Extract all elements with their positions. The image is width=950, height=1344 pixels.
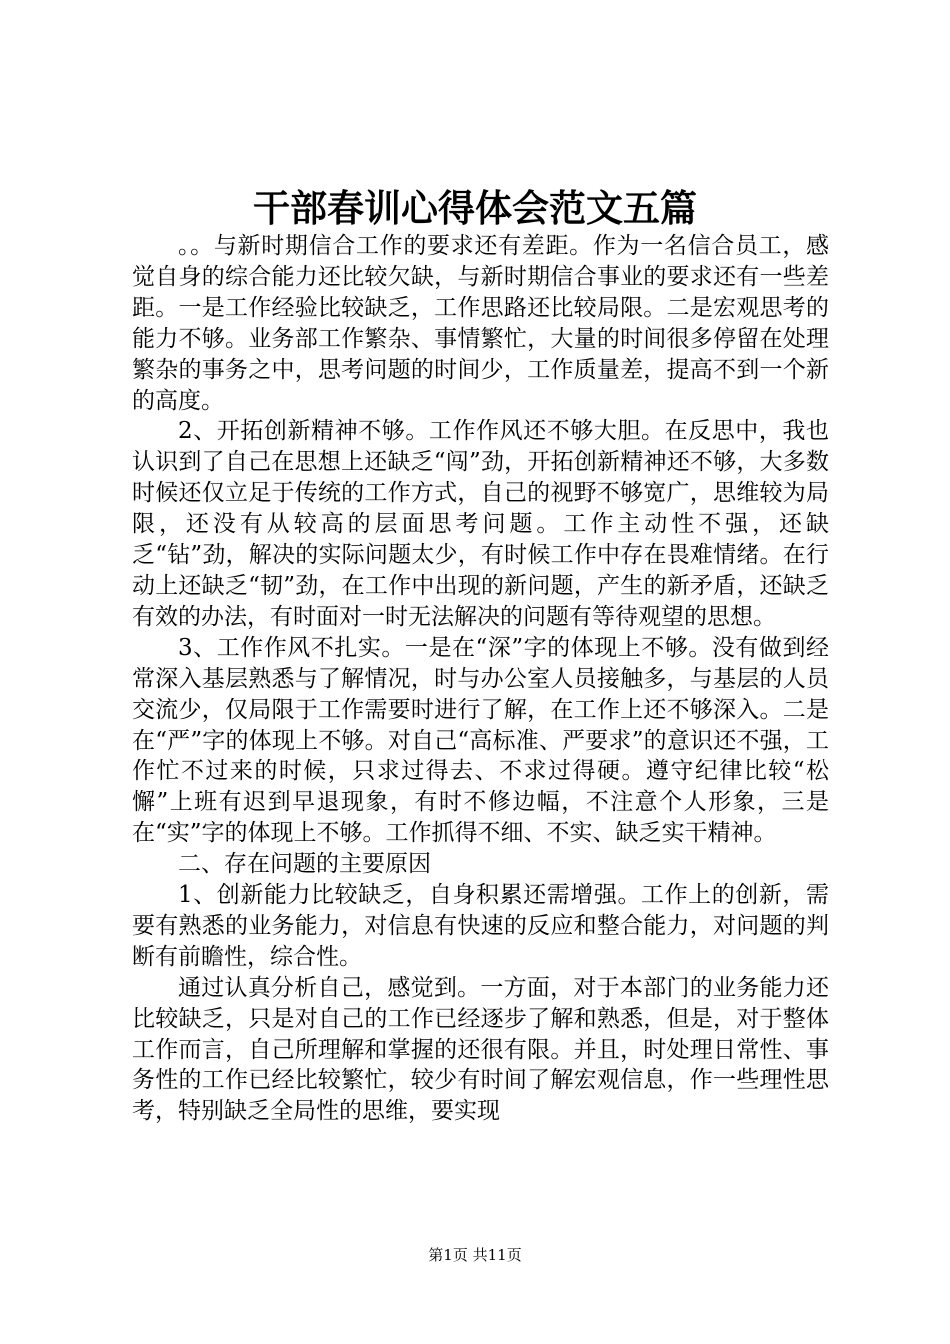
document-body (132, 231, 829, 1127)
paragraph: 3、工作作风不扎实。一是在“深”字的体现上不够。没有做到经常深入基层熟悉与了解情况，时与办公室人员接触多，与基层的人员交流少，仅局限于工作需要时进行了解，在工作上还不够深入。二是在“严”字的体现上不够。对自己“高标准、严要求”的意识还不强，工作忙不过来的时候，只求过得去、不求过得硬。遵守纪律比较“松懈”上班有迟到早退现象，有时不修边幅，不注意个人形象，三是在“实”字的体现上不够。工作抓得不细、不实、缺乏实干精神。 (132, 634, 829, 847)
paragraph: 2、开拓创新精神不够。工作作风还不够大胆。在反思中，我也认识到了自己在思想上还缺乏“闯”劲，开拓创新精神还不够，大多数时候还仅立足于传统的工作方式，自己的视野不够宽广，思维较为局限，还没有从较高的层面思考问题。工作主动性不强，还缺乏“钻”劲，解决的实际问题太少，有时候工作中存在畏难情绪。在行动上还缺乏“韧”劲，在工作中出现的新问题，产生的新矛盾，还缺乏有效的办法，有时面对一时无法解决的问题有等待观望的思想。 (132, 418, 829, 630)
page-title: 干部春训心得体会范文五篇 (253, 186, 697, 230)
paragraph: 。。与新时期信合工作的要求还有差距。作为一名信合员工，感觉自身的综合能力还比较欠缺，与新时期信合事业的要求还有一些差距。一是工作经验比较缺乏，工作思路还比较局限。二是宏观思考的能力不够。业务部工作繁杂、事情繁忙，大量的时间很多停留在处理繁杂的事务之中，思考问题的时间少，工作质量差，提高不到一个新的高度。 (132, 233, 829, 414)
paragraph: 通过认真分析自己，感觉到。一方面，对于本部门的业务能力还比较缺乏，只是对自己的工作已经逐步了解和熟悉，但是，对于整体工作而言，自己所理解和掌握的还很有限。并且，时处理日常性、事务性的工作已经比较繁忙，较少有时间了解宏观信息，作一些理性思考，特别缺乏全局性的思维，要实现 (132, 974, 829, 1125)
section-heading: 二、存在问题的主要原因 (178, 851, 431, 878)
page-footer: 第1页 共11页 (428, 1246, 522, 1264)
paragraph: 1、创新能力比较缺乏，自身积累还需增强。工作上的创新，需要有熟悉的业务能力，对信息有快速的反应和整合能力，对问题的判断有前瞻性，综合性。 (132, 882, 829, 970)
